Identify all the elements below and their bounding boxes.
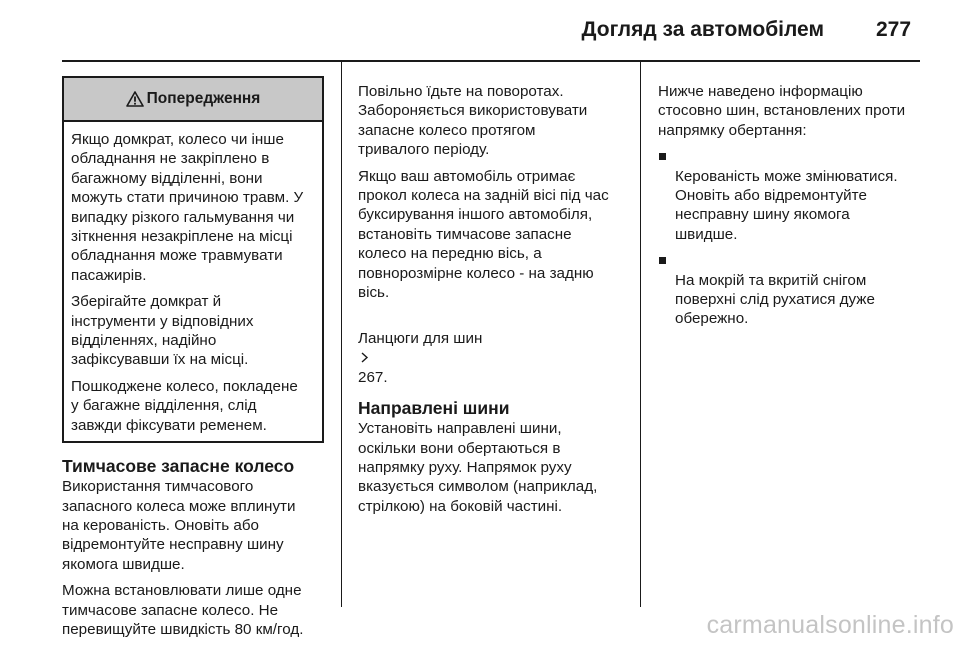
column-2 <box>358 82 633 523</box>
section-heading-directional-tyres: Направлені шини <box>358 398 510 419</box>
body-paragraph: Повільно їдьте на поворотах. Забороняється використовувати запасне колесо протягом тривалого періоду. <box>358 83 588 159</box>
body-paragraph: Можна встановлювати лише одне тимчасове запасне колесо. Не перевищуйте швидкість 80 км/год. <box>62 582 304 638</box>
column-divider-right <box>640 62 641 607</box>
warning-header <box>64 78 322 122</box>
list-item-text: Керованість може змінюватися. Оновіть або відремонтуйте несправну шину якомога швидше. <box>675 167 898 243</box>
page-number: 277 <box>876 18 912 41</box>
cross-reference <box>358 309 633 387</box>
watermark: carmanualsonline.info <box>706 611 954 639</box>
warning-paragraph: Зберігайте домкрат й інструменти у відповідних відділеннях, надійно зафіксувавши їх на місці. <box>71 293 254 369</box>
column-1 <box>62 76 324 646</box>
column-3 <box>658 82 928 336</box>
body-paragraph: Використання тимчасового запасного колеса може вплинути на керованість. Оновіть або відремонтуйте несправну шину якомога швидше. <box>62 478 296 573</box>
warning-triangle-icon <box>126 91 144 107</box>
list-item-text: На мокрій та вкритій снігом поверхні слід рухатися дуже обережно. <box>675 271 875 328</box>
body-paragraph: Установіть направлені шини, оскільки вони обертаються в напрямку руху. Напрямок руху вказується символом (наприклад, стрілкою) на боковій частині. <box>358 420 598 515</box>
cross-reference-arrow-icon <box>359 352 370 363</box>
body-paragraph: Якщо ваш автомобіль отримає прокол колеса на задній вісі під час буксирування іншого автомобіля, встановіть тимчасове запасне колесо на передню вісь, а повнорозмірне колесо - на задню вісь. <box>358 167 609 302</box>
header-rule <box>62 60 920 62</box>
cross-reference-page: 267. <box>358 368 388 386</box>
body-paragraph: Нижче наведено інформацію стосовно шин, встановлених проти напрямку обертання: <box>658 83 906 139</box>
warning-box <box>62 76 324 443</box>
bullet-square-icon <box>659 257 666 264</box>
warning-paragraph: Пошкоджене колесо, покладене у багажне відділення, слід завжди фіксувати ременем. <box>71 377 298 434</box>
list-item <box>658 251 928 329</box>
page-header-title: Догляд за автомобілем <box>581 18 824 41</box>
bullet-list <box>658 147 928 329</box>
bullet-square-icon <box>659 153 666 160</box>
warning-paragraph: Якщо домкрат, колесо чи інше обладнання не закріплено в багажному відділенні, вони можуть стати причиною травм. У випадку різкого гальмування чи зіткнення незакріплене на місці обладнання може травмувати пасажирів. <box>71 131 304 284</box>
list-item <box>658 147 928 244</box>
section-heading-temporary-spare: Тимчасове запасне колесо <box>62 456 295 477</box>
cross-reference-text: Ланцюги для шин <box>358 329 483 347</box>
warning-body <box>64 122 322 441</box>
warning-title: Попередження <box>146 90 261 108</box>
column-divider-left <box>341 62 342 607</box>
